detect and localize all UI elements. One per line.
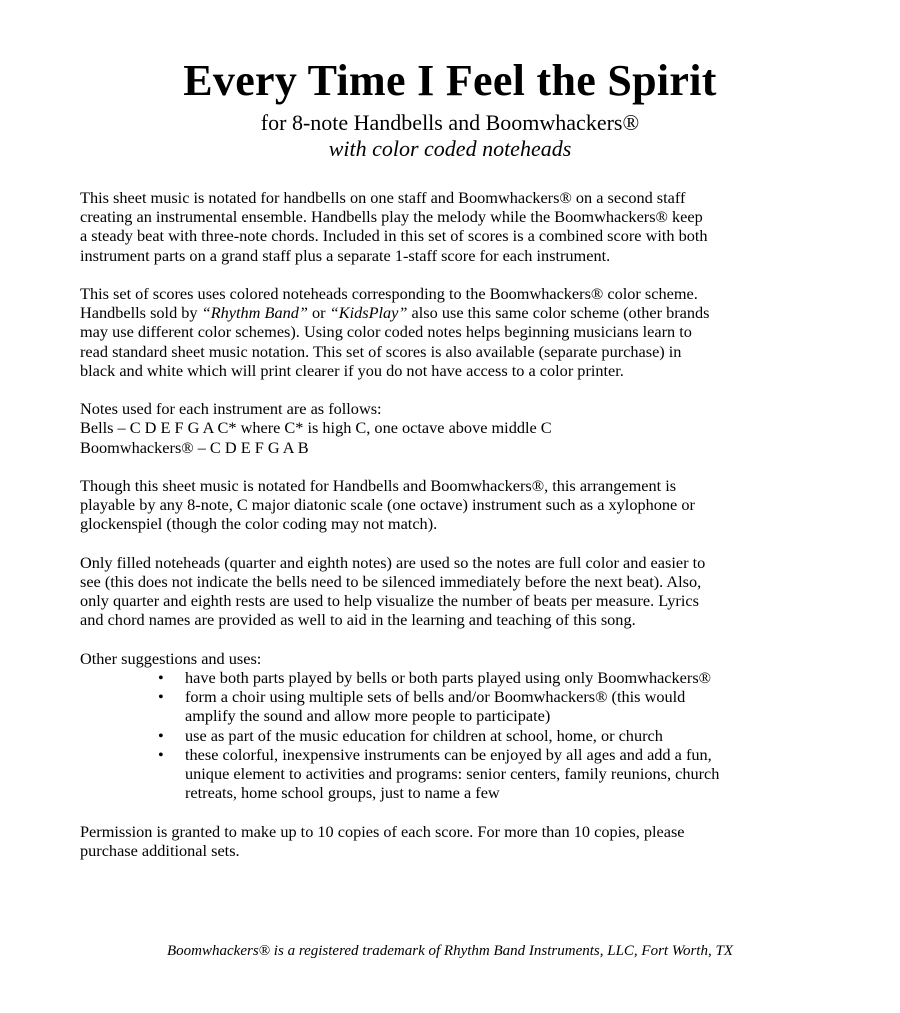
brand-kidsplay: “KidsPlay” (329, 303, 408, 323)
intro-line: creating an instrumental ensemble. Handbells play the melody while the Boomwhackers® keep (80, 207, 703, 227)
color-scheme-line: This set of scores uses colored noteheads corresponding to the Boomwhackers® color scheme. (80, 284, 698, 303)
noteheads-line: only quarter and eighth rests are used to help visualize the number of beats per measure. Lyrics (80, 591, 699, 611)
noteheads-line: and chord names are provided as well to aid in the learning and teaching of this song. (80, 610, 636, 630)
notes-intro: Notes used for each instrument are as follows: (80, 399, 382, 419)
bullet-icon: • (158, 725, 164, 745)
color-scheme-paragraph (80, 284, 820, 380)
suggestions-heading: Other suggestions and uses: (80, 648, 262, 668)
bullet-icon: • (158, 668, 164, 687)
body-text (80, 188, 820, 860)
notes-boomwhackers: Boomwhackers® – C D E F G A B (80, 437, 309, 457)
playable-line: Though this sheet music is notated for Handbells and Boomwhackers®, this arrangement is (80, 476, 677, 495)
bullet-icon: • (158, 687, 164, 707)
playable-line: playable by any 8-note, C major diatonic scale (one octave) instrument such as a xylophone or (80, 495, 695, 515)
page-title: Every Time I Feel the Spirit (183, 56, 717, 105)
color-scheme-line: black and white which will print clearer if you do not have access to a color printer. (80, 360, 624, 380)
list-item (158, 744, 820, 803)
color-scheme-text: Handbells sold by (80, 303, 202, 323)
list-item-line: retreats, home school groups, just to name a few (185, 783, 500, 803)
color-scheme-line: may use different color schemes). Using color coded notes helps beginning musicians learn to (80, 322, 692, 342)
list-item-line: use as part of the music education for children at school, home, or church (185, 725, 663, 745)
color-scheme-line: read standard sheet music notation. This set of scores is also available (separate purchase) in (80, 341, 682, 361)
intro-line: instrument parts on a grand staff plus a separate 1-staff score for each instrument. (80, 245, 611, 265)
list-item-line: these colorful, inexpensive instruments can be enjoyed by all ages and add a fun, (185, 744, 712, 764)
playable-line: glockenspiel (though the color coding may not match). (80, 514, 438, 534)
noteheads-line: Only filled noteheads (quarter and eighth notes) are used so the notes are full color and easier to (80, 552, 706, 572)
list-item (158, 687, 820, 726)
intro-line: This sheet music is notated for handbells on one staff and Boomwhackers® on a second staff (80, 188, 686, 207)
playable-paragraph (80, 476, 820, 534)
noteheads-line: see (this does not indicate the bells need to be silenced immediately before the next beat). Also, (80, 572, 702, 591)
brand-rhythm-band: “Rhythm Band” (201, 303, 308, 323)
list-item (158, 725, 820, 745)
list-item-line: unique element to activities and programs: senior centers, family reunions, church (185, 764, 720, 784)
notes-paragraph (80, 399, 820, 457)
notes-bells: Bells – C D E F G A C* where C* is high C, one octave above middle C (80, 418, 552, 438)
color-scheme-text: also use this same color scheme (other brands (407, 303, 710, 323)
bullet-icon: • (158, 744, 164, 764)
suggestions-section (80, 649, 820, 803)
suggestions-list (80, 668, 820, 802)
trademark-footer: Boomwhackers® is a registered trademark of Rhythm Band Instruments, LLC, Fort Worth, TX (167, 943, 733, 959)
page-subtitle-italic: with color coded noteheads (328, 136, 572, 161)
permission-paragraph (80, 822, 820, 860)
list-item-line: have both parts played by bells or both parts played using only Boomwhackers® (185, 668, 712, 687)
intro-line: a steady beat with three-note chords. Included in this set of scores is a combined score with both (80, 226, 708, 246)
list-item (158, 668, 820, 687)
list-item-line: form a choir using multiple sets of bells and/or Boomwhackers® (this would (185, 687, 686, 707)
color-scheme-text: or (307, 303, 330, 323)
page-subtitle: for 8-note Handbells and Boomwhackers® (260, 110, 640, 135)
permission-line: Permission is granted to make up to 10 copies of each score. For more than 10 copies, please (80, 821, 685, 841)
intro-paragraph (80, 188, 820, 265)
color-scheme-line (80, 303, 820, 322)
list-item-line: amplify the sound and allow more people to participate) (185, 706, 551, 726)
noteheads-paragraph (80, 553, 820, 630)
permission-line: purchase additional sets. (80, 840, 240, 860)
